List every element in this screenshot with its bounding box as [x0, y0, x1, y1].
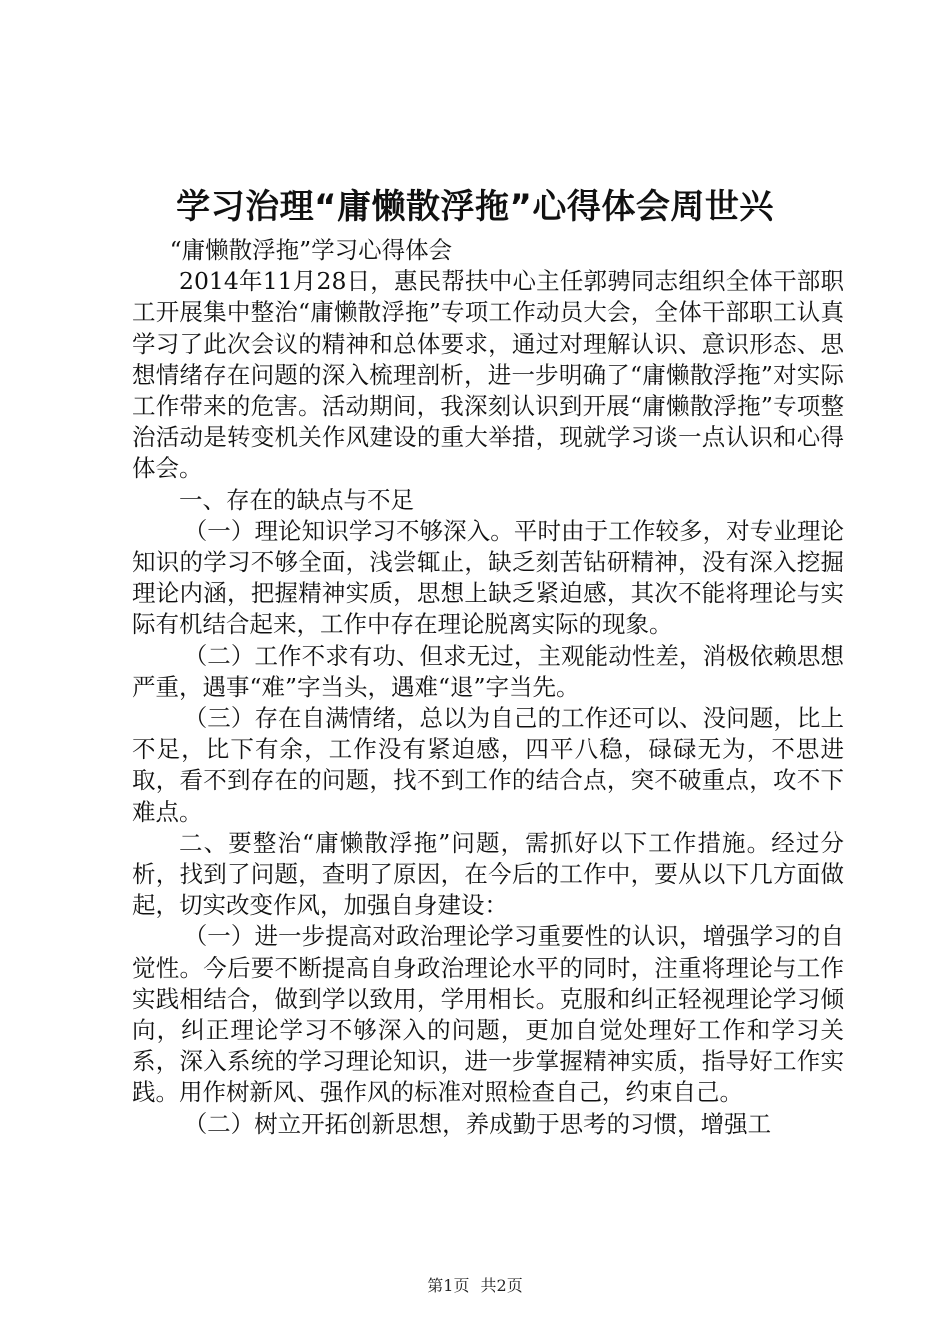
document-subtitle: “庸懒散浮拖”学习心得体会: [169, 236, 453, 264]
page-footer: [0, 1275, 950, 1297]
document-title: 学习治理“庸懒散浮拖”心得体会周世兴: [176, 187, 774, 227]
page-number: 第1页: [427, 1276, 470, 1295]
paragraph-item-1-3: （三）存在自满情绪，总以为自己的工作还可以、没问题，比上不足，比下有余，工作没有紧迫感，四平八稳，碌碌无为，不思进取，看不到存在的问题，找不到工作的结合点，突不破重点，攻不下难点。: [132, 704, 844, 826]
paragraph-item-2-1: （一）进一步提高对政治理论学习重要性的认识，增强学习的自觉性。今后要不断提高自身政治理论水平的同时，注重将理论与工作实践相结合，做到学以致用，学用相长。克服和纠正轻视理论学习倾向，纠正理论学习不够深入的问题，更加自觉处理好工作和学习关系，深入系统的学习理论知识，进一步掌握精神实质，指导好工作实践。用作树新风、强作风的标准对照检查自己，约束自己。: [132, 922, 844, 1107]
paragraph-item-2-2: （二）树立开拓创新思想，养成勤于思考的习惯，增强工: [183, 1109, 772, 1138]
paragraph-item-1-1: （一）理论知识学习不够深入。平时由于工作较多，对专业理论知识的学习不够全面，浅尝辄止，缺乏刻苦钻研精神，没有深入挖掘理论内涵，把握精神实质，思想上缺乏紧迫感，其次不能将理论与实际有机结合起来，工作中存在理论脱离实际的现象。: [132, 516, 844, 639]
section-heading-1: 一、存在的缺点与不足: [179, 485, 414, 514]
paragraph-item-1-2: （二）工作不求有功、但求无过，主观能动性差，消极依赖思想严重，遇事“难”字当头，遇难“退”字当先。: [132, 641, 844, 701]
page-total: 共2页: [480, 1276, 523, 1295]
document-body: [132, 235, 844, 1140]
paragraph-intro: 2014年11月28日，惠民帮扶中心主任郭骋同志组织全体干部职工开展集中整治“庸懒散浮拖”专项工作动员大会，全体干部职工认真学习了此次会议的精神和总体要求，通过对理解认识、意识形态、思想情绪存在问题的深入梳理剖析，进一步明确了“庸懒散浮拖”对实际工作带来的危害。活动期间，我深刻认识到开展“庸懒散浮拖”专项整治活动是转变机关作风建设的重大举措，现就学习谈一点认识和心得体会。: [132, 267, 844, 483]
section-heading-2: 二、要整治“庸懒散浮拖”问题，需抓好以下工作措施。经过分析，找到了问题，查明了原因，在今后的工作中，要从以下几方面做起，切实改变作风，加强自身建设：: [132, 828, 844, 920]
